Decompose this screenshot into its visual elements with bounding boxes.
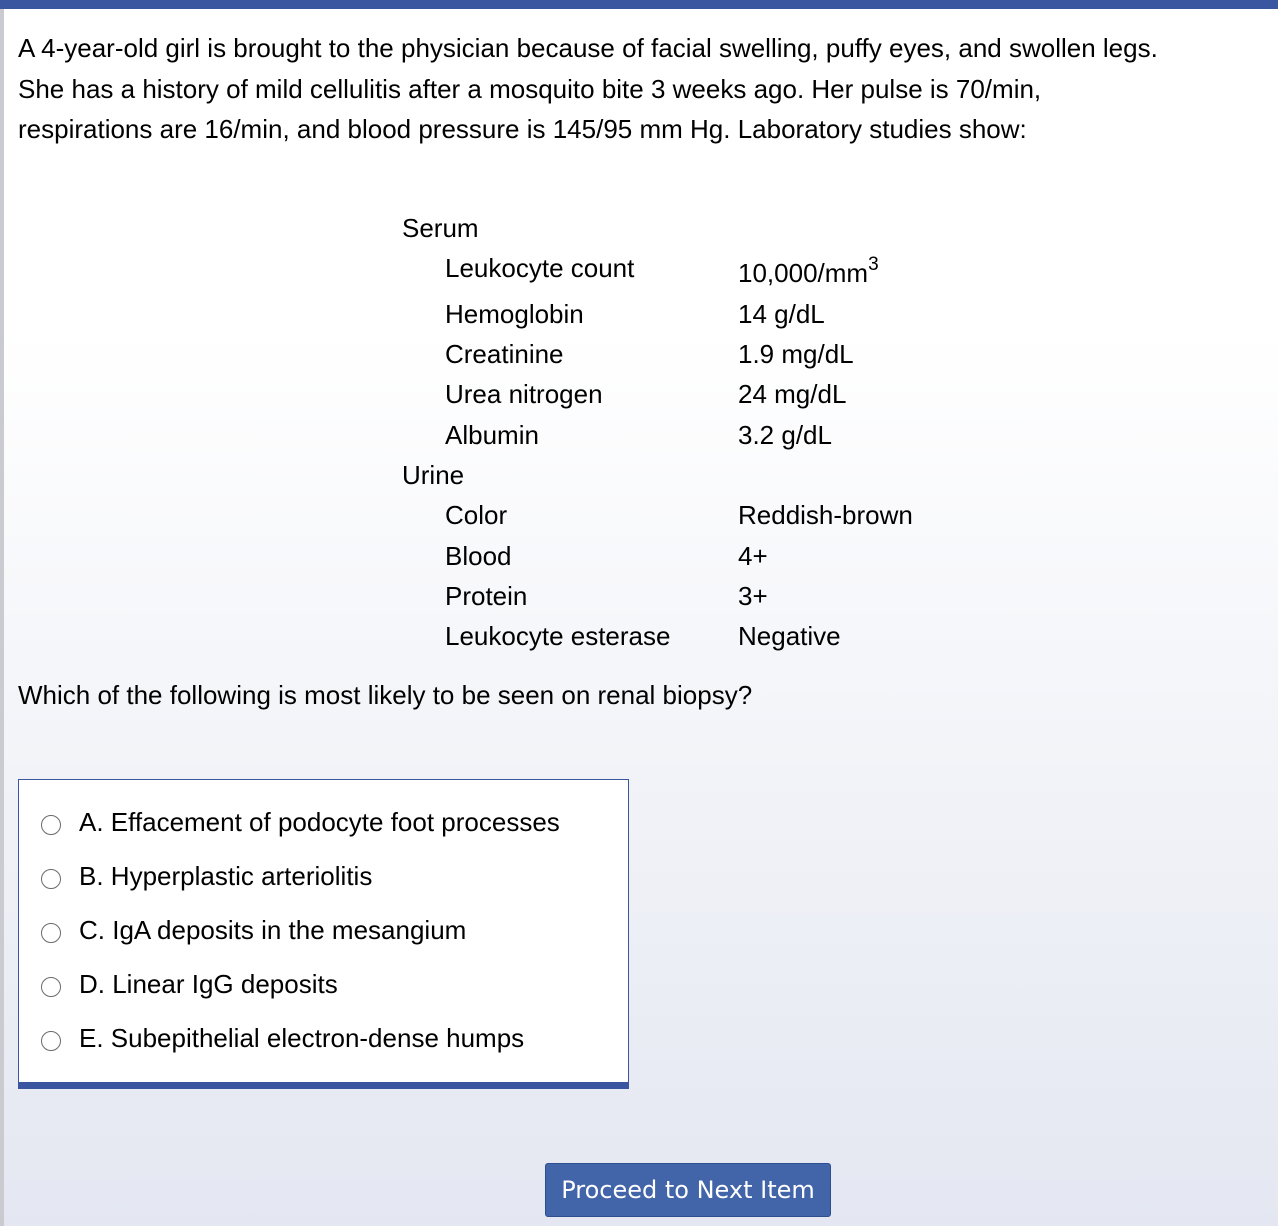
answer-choices-box — [18, 779, 629, 1089]
lab-value-creatinine: 1.9 mg/dL — [738, 339, 854, 369]
lab-name-protein: Protein — [445, 581, 528, 611]
left-edge-divider — [0, 9, 4, 1226]
lab-name-leukocyte-count: Leukocyte count — [445, 253, 635, 283]
lab-value-leukocyte-count — [738, 254, 879, 288]
proceed-to-next-item-button[interactable]: Proceed to Next Item — [545, 1163, 831, 1217]
lab-value-color: Reddish-brown — [738, 500, 913, 530]
radio-d[interactable] — [41, 977, 61, 997]
lab-name-leukocyte-esterase: Leukocyte esterase — [445, 621, 671, 651]
lab-name-creatinine: Creatinine — [445, 339, 564, 369]
answer-choice-c-label: C. IgA deposits in the mesangium — [79, 914, 467, 945]
answer-choice-d-label: D. Linear IgG deposits — [79, 968, 338, 999]
lab-name-albumin: Albumin — [445, 420, 539, 450]
top-accent-bar — [0, 0, 1278, 9]
lab-value-leukocyte-esterase: Negative — [738, 621, 841, 651]
lab-section-serum: Serum — [402, 213, 479, 243]
answer-choice-b-label: B. Hyperplastic arteriolitis — [79, 860, 373, 891]
lab-value-urea-nitrogen: 24 mg/dL — [738, 379, 847, 409]
lab-value-hemoglobin: 14 g/dL — [738, 299, 825, 329]
lab-value-blood: 4+ — [738, 541, 768, 571]
lab-value-leukocyte-count-text: 10,000/mm — [738, 258, 869, 288]
answer-choice-a-label: A. Effacement of podocyte foot processes — [79, 806, 560, 837]
answer-choice-c[interactable] — [41, 910, 466, 950]
lab-name-blood: Blood — [445, 541, 512, 571]
radio-a[interactable] — [41, 815, 61, 835]
answer-choice-e[interactable] — [41, 1018, 524, 1058]
lab-name-hemoglobin: Hemoglobin — [445, 299, 584, 329]
answer-choice-b[interactable] — [41, 856, 372, 896]
answer-choice-e-label: E. Subepithelial electron-dense humps — [79, 1022, 525, 1053]
radio-b[interactable] — [41, 869, 61, 889]
lab-value-leukocyte-count-exponent: 3 — [868, 254, 879, 276]
lab-name-color: Color — [445, 500, 508, 530]
lab-value-protein: 3+ — [738, 581, 768, 611]
lab-section-urine: Urine — [402, 460, 465, 490]
question-stem: A 4-year-old girl is brought to the physician because of facial swelling, puffy eyes, and swollen legs. She has a history of mild cellulitis after a mosquito bite 3 weeks ago. Her pulse is 70/min, respirations are 16/min, and blood pressure is 145/95 mm Hg. Laboratory studies show: — [18, 33, 1158, 144]
answer-choice-a[interactable] — [41, 802, 560, 842]
question-prompt: Which of the following is most likely to be seen on renal biopsy? — [18, 680, 753, 710]
answer-choice-d[interactable] — [41, 964, 338, 1004]
radio-c[interactable] — [41, 923, 61, 943]
lab-value-albumin: 3.2 g/dL — [738, 420, 832, 450]
radio-e[interactable] — [41, 1031, 61, 1051]
lab-name-urea-nitrogen: Urea nitrogen — [445, 379, 603, 409]
